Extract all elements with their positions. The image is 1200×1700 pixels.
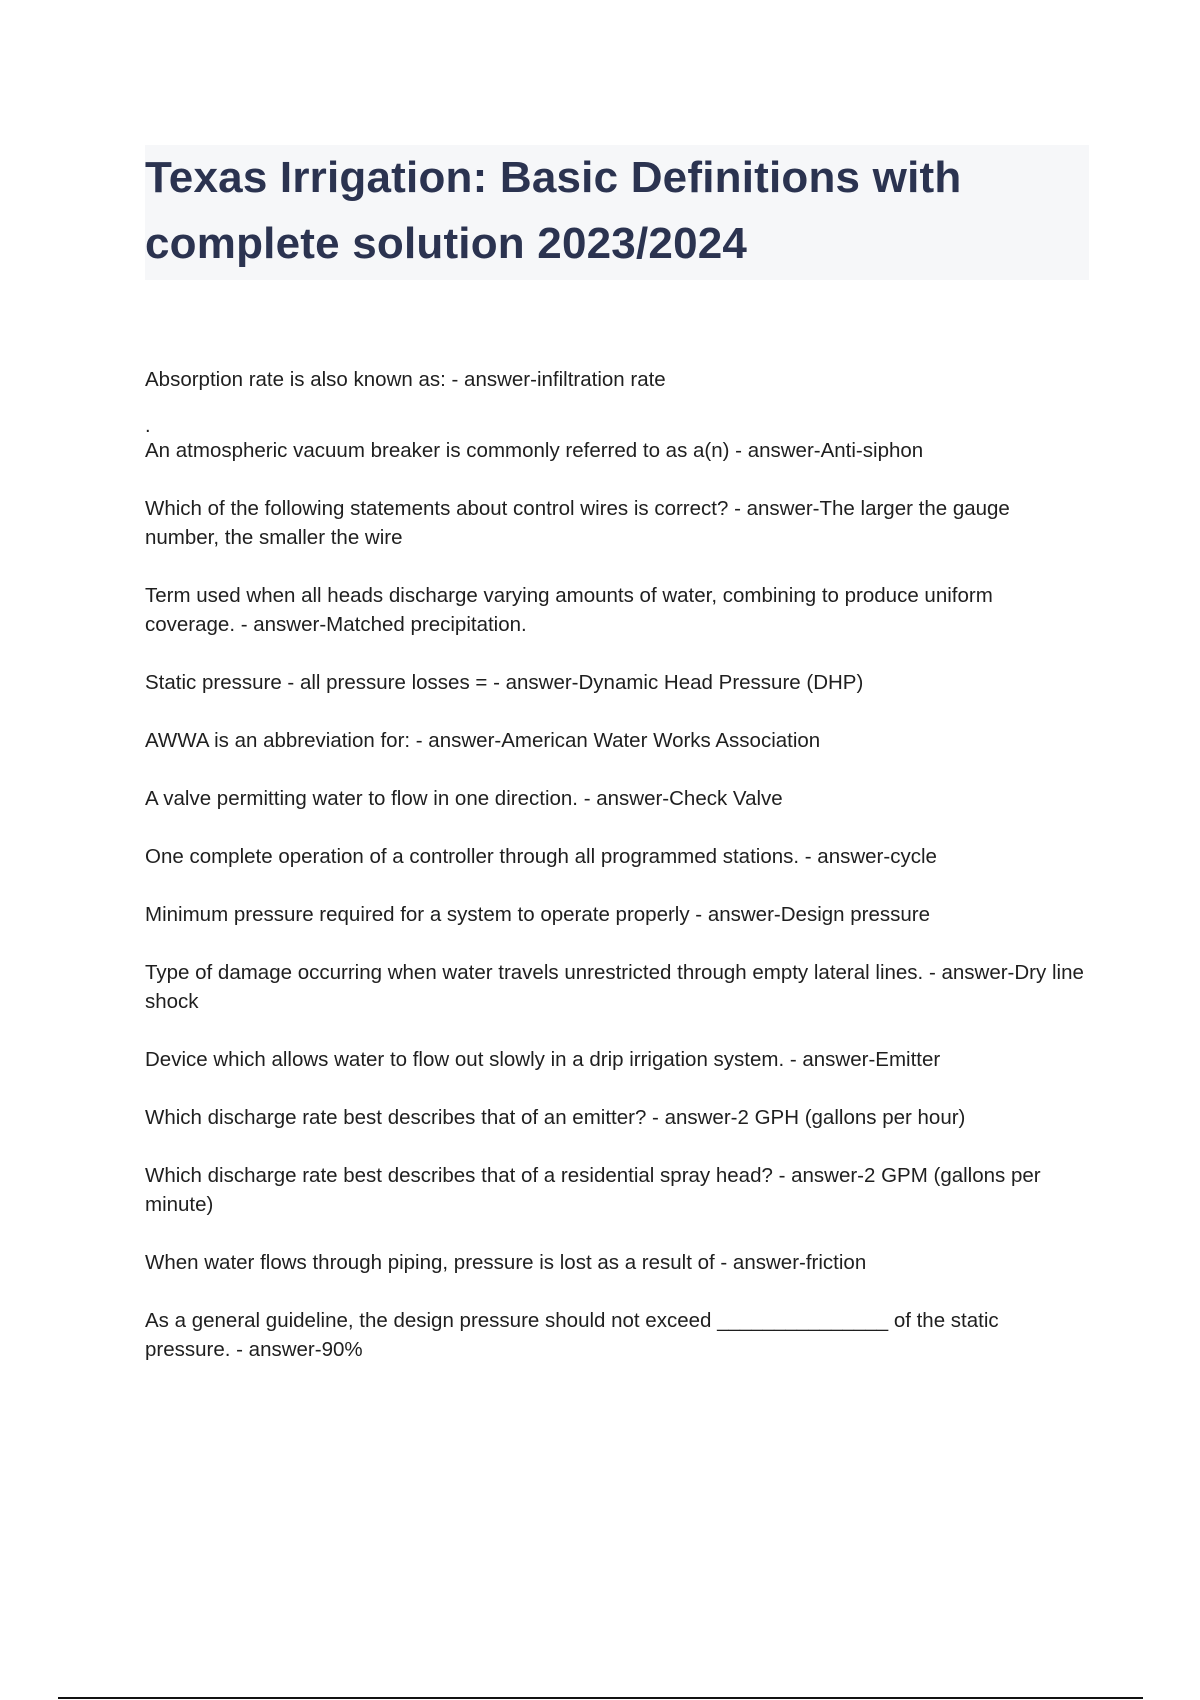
stray-mark: . — [145, 415, 151, 437]
qa-list — [145, 365, 1085, 1364]
qa-item-9: Minimum pressure required for a system to operate properly - answer-Design pressure — [145, 903, 931, 926]
title-block — [145, 145, 1089, 280]
qa-item-4: Term used when all heads discharge varying amounts of water, combining to produce uniform coverage. - answer-Matched precipitation. — [145, 584, 993, 636]
qa-item-6: AWWA is an abbreviation for: - answer-American Water Works Association — [145, 729, 821, 752]
qa-item-7: A valve permitting water to flow in one direction. - answer-Check Valve — [145, 787, 783, 810]
qa-item-2: An atmospheric vacuum breaker is commonly referred to as a(n) - answer-Anti-siphon — [145, 439, 924, 462]
qa-item-14: When water flows through piping, pressure is lost as a result of - answer-friction — [145, 1251, 867, 1274]
qa-item-1: Absorption rate is also known as: - answer-infiltration rate — [145, 368, 666, 391]
qa-item-3: Which of the following statements about control wires is correct? - answer-The larger the gauge number, the smaller the wire — [145, 497, 1010, 549]
qa-item-5: Static pressure - all pressure losses = - answer-Dynamic Head Pressure (DHP) — [145, 671, 864, 694]
qa-item-8: One complete operation of a controller through all programmed stations. - answer-cycle — [145, 845, 937, 868]
qa-item-11: Device which allows water to flow out slowly in a drip irrigation system. - answer-Emitter — [145, 1048, 941, 1071]
qa-item-15: As a general guideline, the design pressure should not exceed _______________ of the static pressure. - answer-90% — [145, 1309, 999, 1361]
qa-item-13: Which discharge rate best describes that of a residential spray head? - answer-2 GPM (gallons per minute) — [145, 1164, 1041, 1216]
qa-item-12: Which discharge rate best describes that of an emitter? - answer-2 GPH (gallons per hour) — [145, 1106, 966, 1129]
qa-item-10: Type of damage occurring when water travels unrestricted through empty lateral lines. - answer-Dry line shock — [145, 961, 1084, 1013]
document-title: Texas Irrigation: Basic Definitions with complete solution 2023/2024 — [145, 153, 962, 268]
bottom-rule — [58, 1697, 1143, 1699]
